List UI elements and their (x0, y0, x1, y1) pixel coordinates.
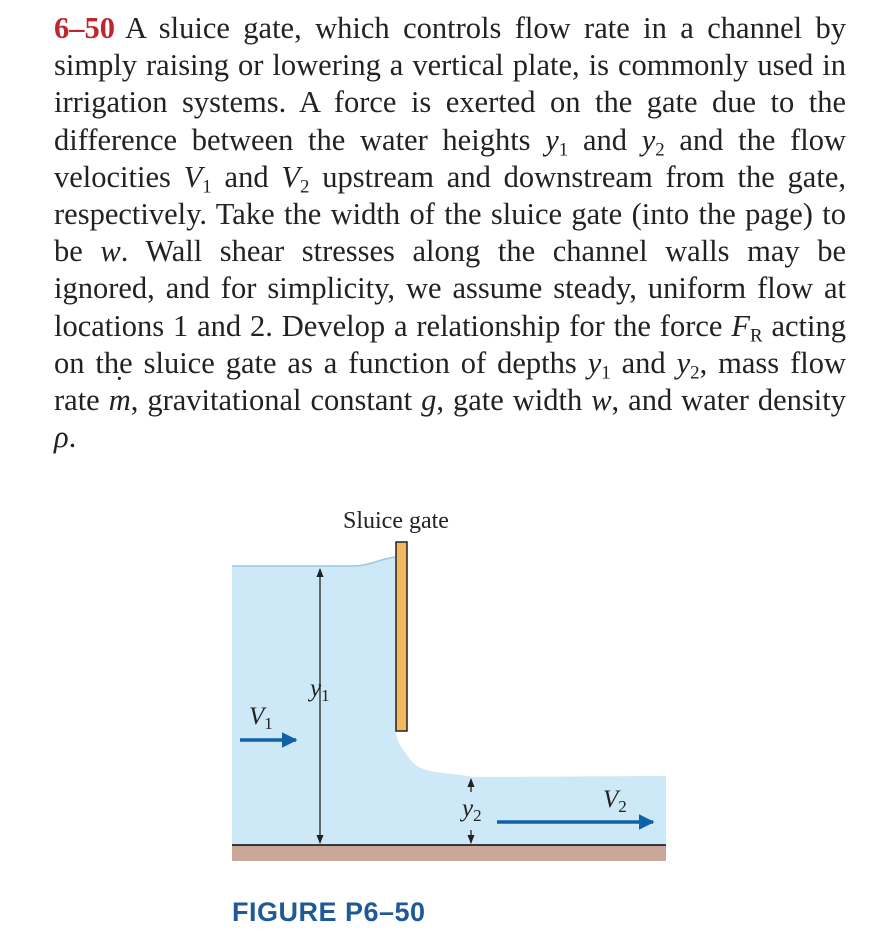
text-8: , gravitational constant (130, 383, 422, 418)
text-6: acting on the sluice gate as a function of depths (54, 308, 846, 380)
text-9: , gate width (436, 383, 592, 418)
var-y1: $y_1$ (545, 122, 569, 160)
text-7: , mass flow rate (54, 345, 846, 418)
var-FR: $F_R$ (731, 308, 763, 346)
water (232, 557, 666, 845)
problem-statement (54, 10, 846, 456)
var-rho: ρ (54, 420, 69, 455)
var-mdot: m ˙ (109, 382, 131, 419)
text-11: . (68, 420, 77, 455)
var-w-b: w (591, 383, 612, 418)
text-and-2: and (610, 345, 677, 380)
text-1: A sluice gate, which controls flow rate in a channel by simply raising or lowering a vertical plate, is commonly used in irrigation systems. A force is exerted on the gate due to the difference between the water heights (54, 11, 846, 157)
channel-bed (232, 845, 666, 861)
text-4: upstream and downstream from the gate, respectively. Take the width of the sluice gate (into the page) to be (54, 159, 846, 269)
var-y1-b: $y_1$ (587, 345, 611, 384)
y1-label: $y_1$ (310, 675, 330, 705)
text-2: and (568, 122, 642, 157)
v1-label: $V_1$ (249, 703, 273, 733)
text-10: , and water density (611, 383, 846, 418)
var-y2: $y_2$ (641, 122, 665, 160)
sluice-gate (396, 542, 407, 731)
text-3: and the flow velocities (54, 122, 846, 194)
var-V2: $V_2$ (281, 159, 310, 198)
text-and-1: and (211, 159, 282, 194)
var-g: g (421, 383, 437, 418)
y2-label: $y_2$ (462, 795, 482, 825)
figure-caption: FIGURE P6–50 (232, 897, 426, 927)
var-w: w (100, 234, 121, 269)
v2-label: $V_2$ (603, 786, 627, 816)
var-y2-b: $y_2$ (676, 345, 700, 384)
problem-number: 6–50 (54, 11, 115, 45)
gate-label: Sluice gate (343, 508, 449, 534)
var-V1: $V_1$ (183, 159, 212, 198)
text-5: . Wall shear stresses along the channel walls may be ignored, and for simplicity, we assume steady, uniform flow at locations 1 and 2. Develop a relationship for the force (54, 234, 846, 343)
sluice-gate-diagram (0, 480, 872, 880)
